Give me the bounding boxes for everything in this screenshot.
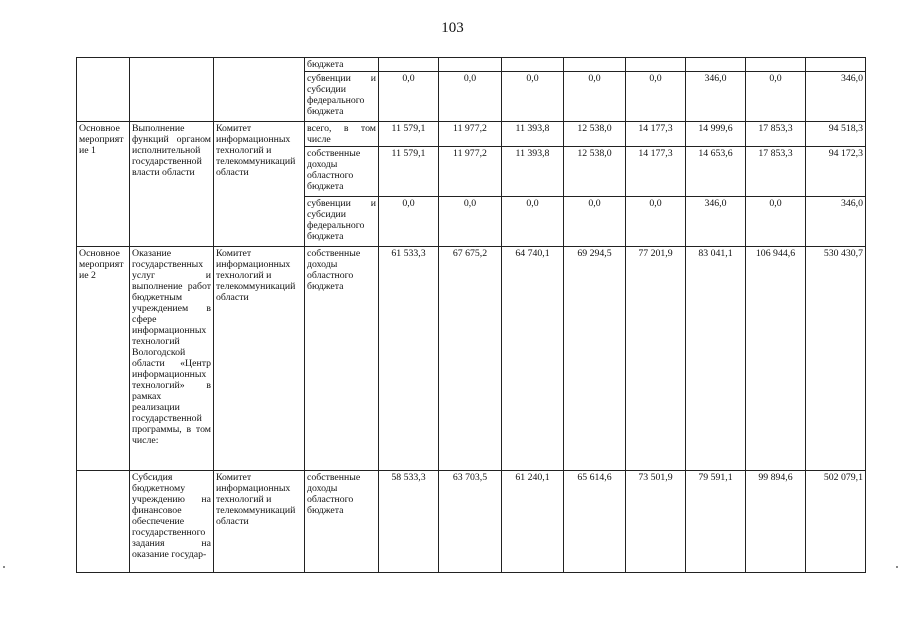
source-cell: собственные доходы областного бюджета <box>305 147 379 197</box>
value-cell: 0,0 <box>564 197 626 247</box>
main-event-cell <box>77 58 130 122</box>
value-cell <box>626 58 686 72</box>
value-cell: 11 977,2 <box>439 122 502 147</box>
value-cell: 346,0 <box>686 197 746 247</box>
value-cell: 99 894,6 <box>746 471 806 573</box>
value-cell: 12 538,0 <box>564 122 626 147</box>
value-cell: 61 240,1 <box>502 471 564 573</box>
value-cell: 63 703,5 <box>439 471 502 573</box>
value-cell: 14 999,6 <box>686 122 746 147</box>
name-cell: Выполнение функций органом исполнительной государственной власти области <box>130 122 214 247</box>
value-cell: 58 533,3 <box>379 471 439 573</box>
value-cell: 83 041,1 <box>686 247 746 471</box>
value-cell: 11 579,1 <box>379 147 439 197</box>
page-number: 103 <box>441 20 464 36</box>
value-cell: 14 177,3 <box>626 122 686 147</box>
value-cell: 0,0 <box>439 197 502 247</box>
source-cell: собственные доходы областного бюджета <box>305 471 379 573</box>
value-cell: 0,0 <box>746 197 806 247</box>
executor-cell: Комитет информационных технологий и телекоммуникаций области <box>214 122 305 247</box>
value-cell: 17 853,3 <box>746 122 806 147</box>
value-cell: 12 538,0 <box>564 147 626 197</box>
value-cell: 17 853,3 <box>746 147 806 197</box>
value-cell: 502 079,1 <box>806 471 866 573</box>
main-event-cell <box>77 471 130 573</box>
value-cell: 14 653,6 <box>686 147 746 197</box>
executor-cell <box>214 58 305 122</box>
value-cell: 346,0 <box>806 72 866 122</box>
value-cell: 0,0 <box>626 197 686 247</box>
value-cell: 64 740,1 <box>502 247 564 471</box>
value-cell: 0,0 <box>746 72 806 122</box>
value-cell: 69 294,5 <box>564 247 626 471</box>
value-cell <box>439 58 502 72</box>
table-row <box>77 122 866 147</box>
value-cell <box>806 58 866 72</box>
value-cell <box>379 58 439 72</box>
value-cell <box>746 58 806 72</box>
scan-mark-right <box>896 566 898 568</box>
main-event-cell: Основное мероприятие 2 <box>77 247 130 471</box>
name-cell: Субсидия бюджетному учреждению на финансовое обеспечение государственного задания на оказание государ- <box>130 471 214 573</box>
value-cell: 0,0 <box>379 197 439 247</box>
value-cell: 11 977,2 <box>439 147 502 197</box>
budget-table <box>76 57 866 573</box>
value-cell: 94 172,3 <box>806 147 866 197</box>
value-cell: 530 430,7 <box>806 247 866 471</box>
value-cell: 0,0 <box>379 72 439 122</box>
value-cell: 79 591,1 <box>686 471 746 573</box>
value-cell: 11 393,8 <box>502 122 564 147</box>
source-cell: бюджета <box>305 58 379 72</box>
executor-cell: Комитет информационных технологий и телекоммуникаций области <box>214 471 305 573</box>
value-cell: 0,0 <box>564 72 626 122</box>
value-cell: 0,0 <box>439 72 502 122</box>
value-cell <box>686 58 746 72</box>
value-cell: 67 675,2 <box>439 247 502 471</box>
scan-mark-left <box>3 566 5 568</box>
source-cell: субвенции и субсидии федерального бюджета <box>305 72 379 122</box>
source-cell: собственные доходы областного бюджета <box>305 247 379 471</box>
value-cell <box>502 58 564 72</box>
value-cell: 11 579,1 <box>379 122 439 147</box>
table-row <box>77 247 866 471</box>
value-cell: 0,0 <box>626 72 686 122</box>
value-cell: 346,0 <box>806 197 866 247</box>
value-cell: 14 177,3 <box>626 147 686 197</box>
source-cell: субвенции и субсидии федерального бюджета <box>305 197 379 247</box>
value-cell: 11 393,8 <box>502 147 564 197</box>
value-cell: 61 533,3 <box>379 247 439 471</box>
source-cell: всего, в том числе <box>305 122 379 147</box>
value-cell: 73 501,9 <box>626 471 686 573</box>
value-cell: 77 201,9 <box>626 247 686 471</box>
value-cell: 94 518,3 <box>806 122 866 147</box>
value-cell: 346,0 <box>686 72 746 122</box>
value-cell: 0,0 <box>502 72 564 122</box>
table-row <box>77 471 866 573</box>
value-cell: 106 944,6 <box>746 247 806 471</box>
value-cell <box>564 58 626 72</box>
value-cell: 0,0 <box>502 197 564 247</box>
table-row <box>77 58 866 72</box>
value-cell: 65 614,6 <box>564 471 626 573</box>
name-cell <box>130 58 214 122</box>
main-event-cell: Основное мероприятие 1 <box>77 122 130 247</box>
executor-cell: Комитет информационных технологий и телекоммуникаций области <box>214 247 305 471</box>
name-cell: Оказание государственных услуг и выполнение работ бюджетным учреждением в сфере информационных технологий Вологодской области «Центр информационных технологий» в рамках реализации государственной программы, в том числе: <box>130 247 214 471</box>
